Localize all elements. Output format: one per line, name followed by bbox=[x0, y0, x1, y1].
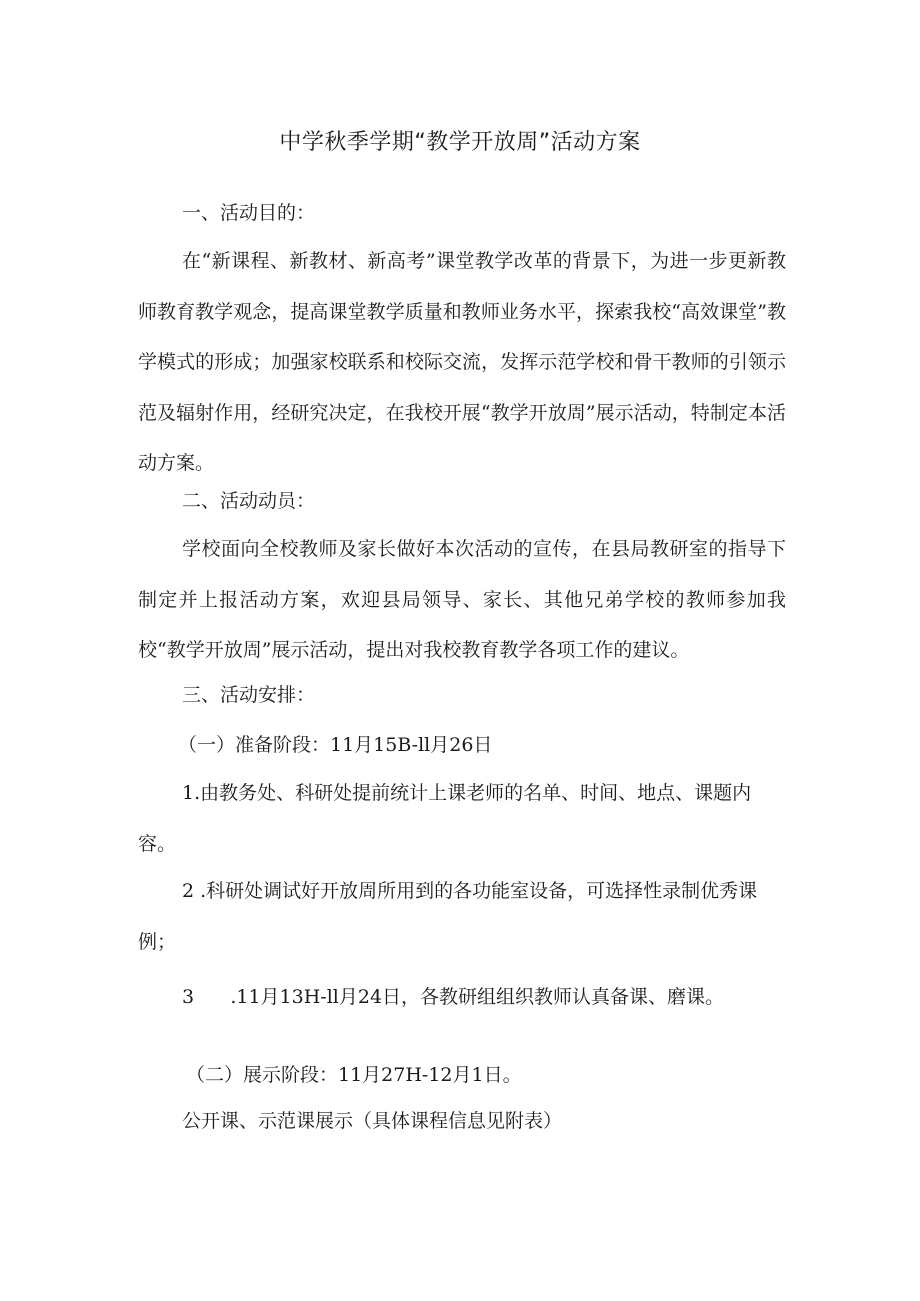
section-paragraph-purpose: 在“新课程、新教材、新高考”课堂教学改革的背景下，为进一步更新教师教育教学观念，提高课堂教学质量和教师业务水平，探索我校“高效课堂”教学模式的形成；加强家校联系和校际交流，发挥示范学校和骨干教师的引领示范及辐射作用，经研究决定，在我校开展“教学开放周”展示活动，特制定本活动方案。 bbox=[138, 250, 786, 474]
section-paragraph-mobilization: 学校面向全校教师及家长做好本次活动的宣传，在县局教研室的指导下制定并上报活动方案，欢迎县局领导、家长、其他兄弟学校的教师参加我校“教学开放周”展示活动，提出对我校教育教学各项工作的建议。 bbox=[138, 538, 786, 661]
stage-showcase-label: （二）展示阶段：11月27H-12月1日。 bbox=[186, 1064, 522, 1086]
section-heading-mobilization: 二、活动动员： bbox=[182, 490, 316, 512]
preparation-item-1: 1.由教务处、科研处提前统计上课老师的名单、时间、地点、课题内容。 bbox=[138, 782, 752, 855]
section-heading-arrangement: 三、活动安排： bbox=[182, 684, 316, 706]
section-heading-purpose: 一、活动目的： bbox=[182, 202, 316, 224]
showcase-content: 公开课、示范课展示（具体课程信息见附表） bbox=[182, 1110, 563, 1132]
stage-preparation-label: （一）准备阶段：11月15B-ll月26日 bbox=[178, 734, 493, 756]
preparation-item-3: 3 .11月13H-ll月24日，各教研组组织教师认真备课、磨课。 bbox=[182, 986, 725, 1008]
preparation-item-2: 2 .科研处调试好开放周所用到的各功能室设备，可选择性录制优秀课例； bbox=[138, 880, 758, 953]
document-title: 中学秋季学期“教学开放周”活动方案 bbox=[279, 130, 641, 155]
